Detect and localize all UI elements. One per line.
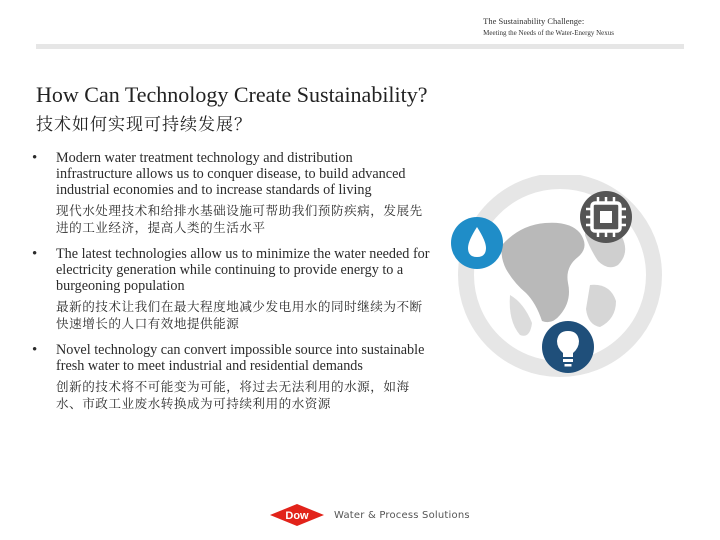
bullet-text-zh: 创新的技术将不可能变为可能，将过去无法利用的水源，如海水、市政工业废水转换成为可持续利用的水资源	[56, 379, 410, 411]
globe-graphic	[440, 175, 680, 385]
bullet-text-en: Novel technology can convert impossible source into sustainable fresh water to meet industrial and residential demands	[56, 342, 425, 374]
chip-icon	[580, 191, 632, 243]
header-caption	[483, 15, 614, 39]
header-line-2: Meeting the Needs of the Water-Energy Nexus	[483, 29, 614, 37]
dow-logo-text: Dow	[285, 510, 309, 522]
bullet-text-en: Modern water treatment technology and distribution infrastructure allows us to conquer disease, to build advanced industrial economies and to increase standards of living	[56, 150, 406, 198]
bullet-item	[30, 342, 430, 412]
bullet-dot: •	[32, 342, 38, 358]
bullet-dot: •	[32, 246, 38, 262]
footer	[270, 504, 470, 526]
bullet-text-zh: 最新的技术让我们在最大程度地减少发电用水的同时继续为不断快速增长的人口有效地提供能源	[56, 299, 423, 331]
dow-logo	[270, 504, 324, 526]
lightbulb-icon	[542, 321, 594, 373]
bullet-item	[30, 150, 430, 236]
bullet-list	[30, 150, 430, 422]
bullet-text-en: The latest technologies allow us to minimize the water needed for electricity generation while continuing to provide energy to a burgeoning population	[56, 246, 430, 294]
bullet-dot: •	[32, 150, 38, 166]
header-divider	[36, 44, 684, 49]
water-drop-icon	[451, 217, 503, 269]
header-line-1: The Sustainability Challenge:	[483, 16, 585, 26]
slide-title: How Can Technology Create Sustainability?	[36, 82, 428, 107]
bullet-item	[30, 246, 430, 332]
footer-tagline: Water & Process Solutions	[334, 509, 470, 521]
bullet-text-zh: 现代水处理技术和给排水基础设施可帮助我们预防疾病，发展先进的工业经济，提高人类的生活水平	[56, 203, 423, 235]
slide-subtitle: 技术如何实现可持续发展？	[36, 115, 252, 135]
